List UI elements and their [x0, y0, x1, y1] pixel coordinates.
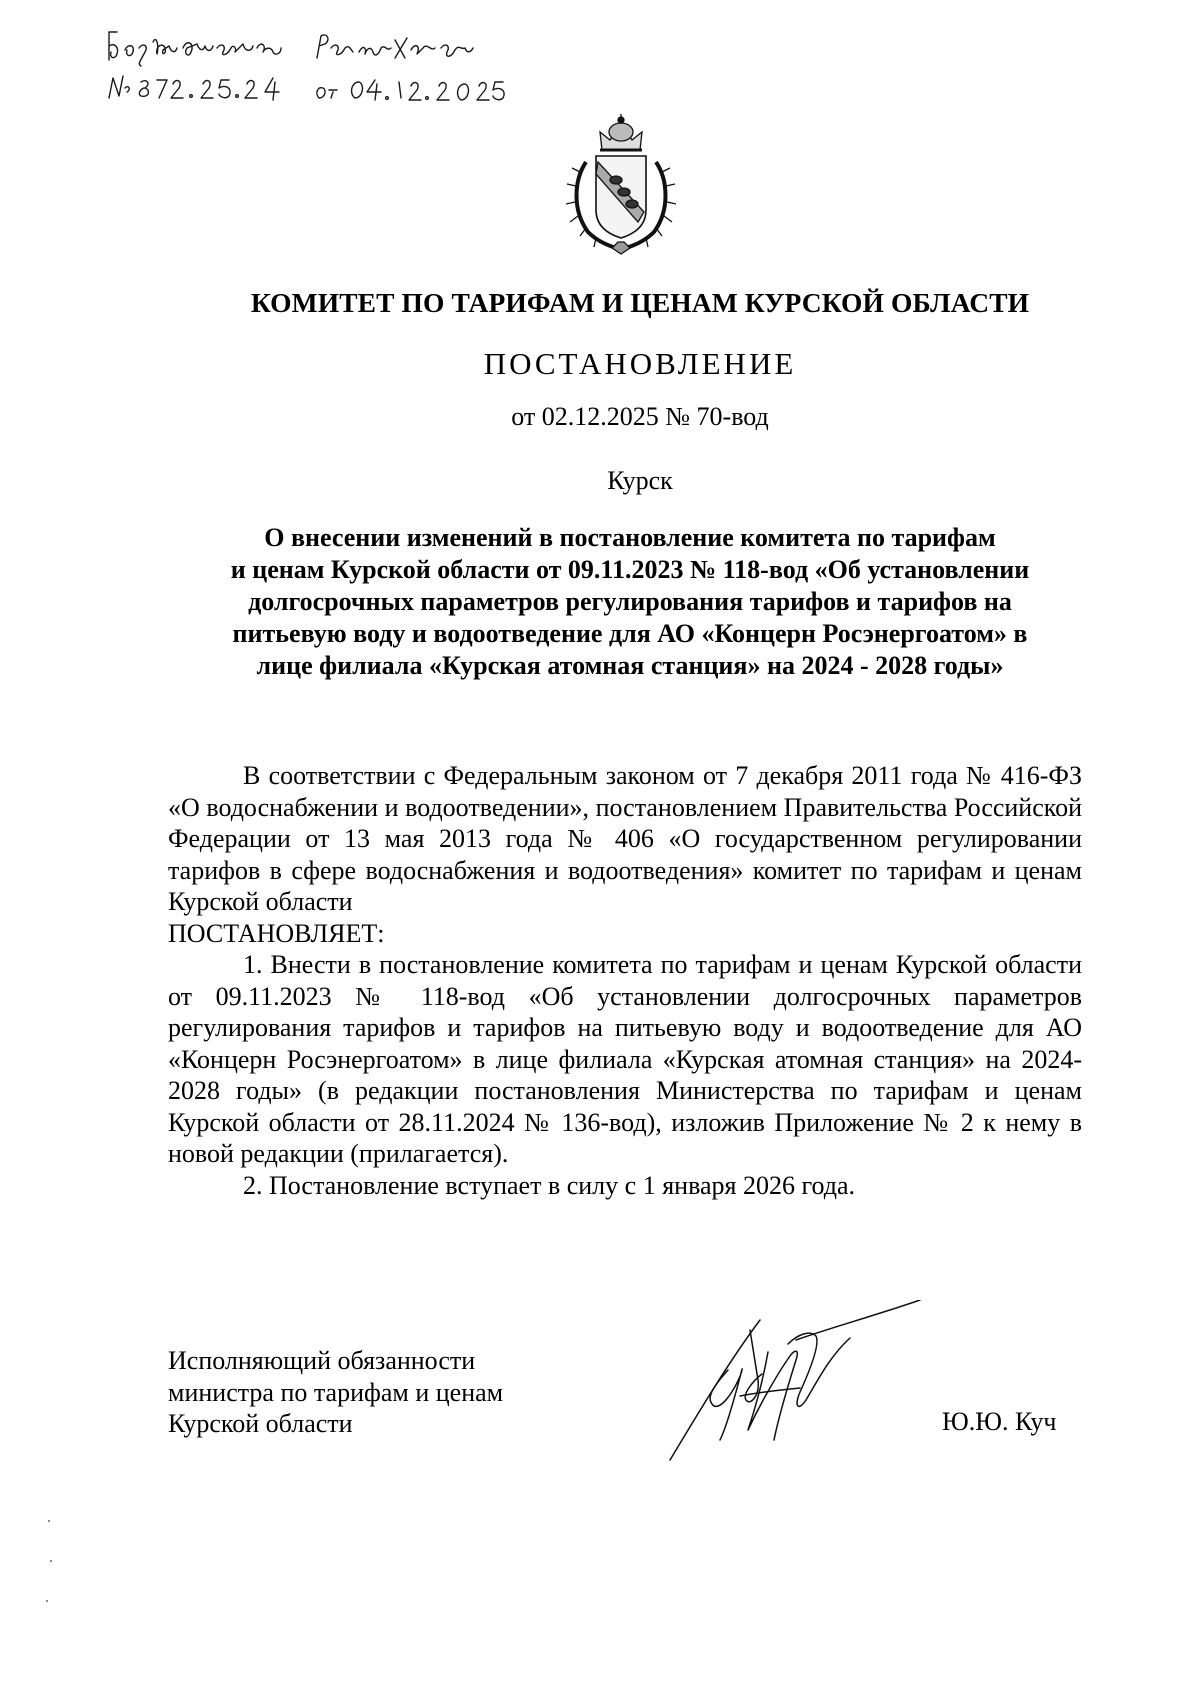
title-line: и ценам Курской области от 09.11.2023 № 118-вод «Об установлении: [230, 555, 1030, 584]
document-title: [175, 522, 1085, 682]
signer-position: [168, 1345, 588, 1440]
title-line: лице филиала «Курская атомная станция» на 2024 - 2028 годы»: [256, 651, 1004, 680]
city-name: Курск: [607, 466, 673, 495]
signer-position-line: Курской области: [168, 1409, 353, 1438]
signer-name: Ю.Ю. Куч: [942, 1407, 1057, 1436]
document-number-date: от 02.12.2025 № 70-вод: [511, 402, 769, 431]
handwritten-signature: [650, 1300, 930, 1470]
document-body: [168, 760, 1082, 1201]
preamble-paragraph: В соответствии с Федеральным законом от 7 декабря 2011 года № 416-ФЗ «О водоснабжении и водоотведении», постановлением Правительства Российской Федерации от 13 мая 2013 года № 406 «О государственном регулировании тарифов в сфере водоснабжения и водоотведения» комитет по тарифам и ценам Курской области: [168, 761, 1082, 916]
title-line: долгосрочных параметров регулирования тарифов и тарифов на: [248, 587, 1012, 616]
scan-speck: [46, 1600, 48, 1602]
handwritten-registration-note: [105, 18, 585, 108]
title-line: питьевую воду и водоотведение для АО «Концерн Росэнергоатом» в: [232, 619, 1028, 648]
document-type: ПОСТАНОВЛЕНИЕ: [483, 346, 797, 381]
scan-speck: [48, 1520, 50, 1522]
signer-position-line: Исполняющий обязанности: [168, 1346, 476, 1375]
signer-position-line: министра по тарифам и ценам: [168, 1377, 504, 1407]
resolves-keyword: ПОСТАНОВЛЯЕТ:: [168, 918, 385, 948]
committee-heading: КОМИТЕТ ПО ТАРИФАМ И ЦЕНАМ КУРСКОЙ ОБЛАСТИ: [250, 287, 1030, 318]
title-line: О внесении изменений в постановление комитета по тарифам: [264, 523, 996, 552]
scan-speck: [50, 1560, 52, 1562]
coat-of-arms-emblem: [566, 110, 676, 256]
item-1-paragraph: 1. Внести в постановление комитета по тарифам и ценам Курской области от 09.11.2023 № 118-вод «Об установлении долгосрочных параметров регулирования тарифов и тарифов на питьевую воду и водоотведение для АО «Концерн Росэнергоатом» в лице филиала «Курская атомная станция» на 2024-2028 годы» (в редакции постановления Министерства по тарифам и ценам Курской области от 28.11.2024 № 136-вод), изложив Приложение № 2 к нему в новой редакции (прилагается).: [168, 950, 1082, 1168]
item-2-paragraph: 2. Постановление вступает в силу с 1 января 2026 года.: [243, 1170, 856, 1200]
